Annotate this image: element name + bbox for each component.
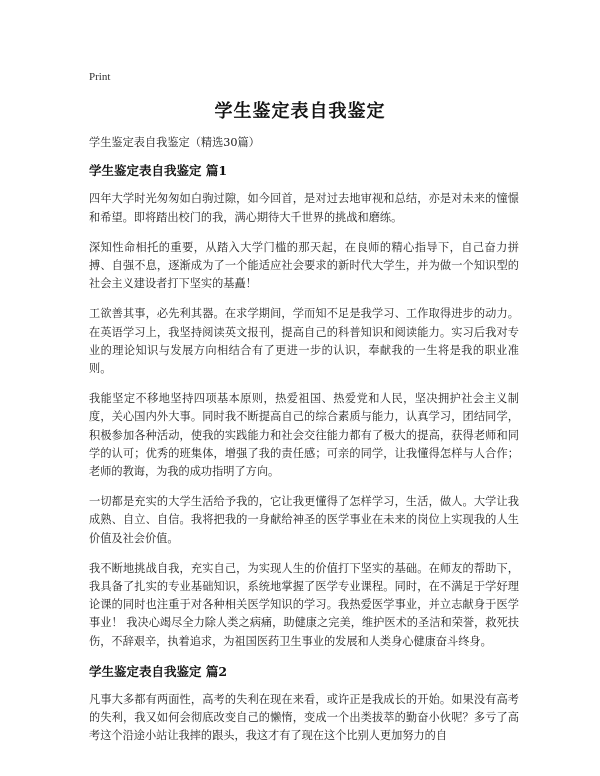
paragraph: 四年大学时光匆匆如白驹过隙，如今回首，是对过去地审视和总结，亦是对未来的憧憬和希望。即将踏出校门的我，满心期待大千世界的挑战和磨练。 — [89, 192, 519, 224]
section-heading: 学生鉴定表自我鉴定 篇1 — [89, 163, 228, 179]
paragraph: 我不断地挑战自我，充实自己，为实现人生的价值打下坚实的基础。在师友的帮助下，我具备了扎实的专业基础知识，系统地掌握了医学专业课程。同时，在不满足于学好理论课的同时也注重于对各种相关医学知识的学习。我热爱医学事业，并立志献身于医学事业！ 我决心竭尽全力除人类之病痛，助健康之完美，维护医术的圣洁和荣誉，救死扶伤，不辞艰辛，执着追求，为祖国医药卫生事业的发展和人类身心健康奋斗终身。 — [89, 561, 519, 648]
paragraph: 我能坚定不移地坚持四项基本原则，热爱祖国、热爱党和人民，坚决拥护社会主义制度，关心国内外大事。同时我不断提高自己的综合素质与能力，认真学习，团结同学，积极参加各种活动，使我的实践能力和社会交往能力都有了极大的提高，获得老师和同学的认可；优秀的班集体，增强了我的责任感；可亲的同学，让我懂得怎样与人合作；老师的教诲，为我的成功指明了方向。 — [89, 392, 519, 479]
section-2 — [89, 663, 519, 746]
document-title: 学生鉴定表自我鉴定 — [214, 101, 386, 122]
section-1 — [89, 162, 519, 651]
section-heading: 学生鉴定表自我鉴定 篇2 — [89, 663, 228, 679]
paragraph: 凡事大多都有两面性，高考的失利在现在来看，或许正是我成长的开始。如果没有高考的失利，我又如何会彻底改变自己的懒惰，变成一个出类拔萃的勤奋小伙呢？多亏了高考这个沿途小站让我摔的跟头，我这才有了现在这个比别人更加努力的自 — [89, 693, 519, 743]
paragraph: 深知性命相托的重要，从踏入大学门槛的那天起，在良师的精心指导下，自己奋力拼搏、自强不息，逐渐成为了一个能适应社会要求的新时代大学生，并为做一个知识型的社会主义建设者打下坚实的基矗！ — [89, 240, 519, 291]
document-subtitle: 学生鉴定表自我鉴定（精选30篇） — [89, 136, 260, 149]
paragraph: 一切都是充实的大学生活给予我的，它让我更懂得了怎样学习，生活，做人。大学让我成熟、自立、自信。我将把我的一身献给神圣的医学事业在未来的岗位上实现我的人生价值及社会价值。 — [89, 495, 519, 545]
print-label[interactable]: Print — [89, 71, 111, 83]
document-body — [89, 134, 519, 758]
paragraph: 工欲善其事，必先利其器。在求学期间，学而知不足是我学习、工作取得进步的动力。在英语学习上，我坚持阅读英文报刊，提高自己的科普知识和阅读能力。实习后我对专业的理论知识与发展方向相结合有了更进一步的认识，奉献我的一生将是我的职业准则。 — [89, 307, 519, 376]
